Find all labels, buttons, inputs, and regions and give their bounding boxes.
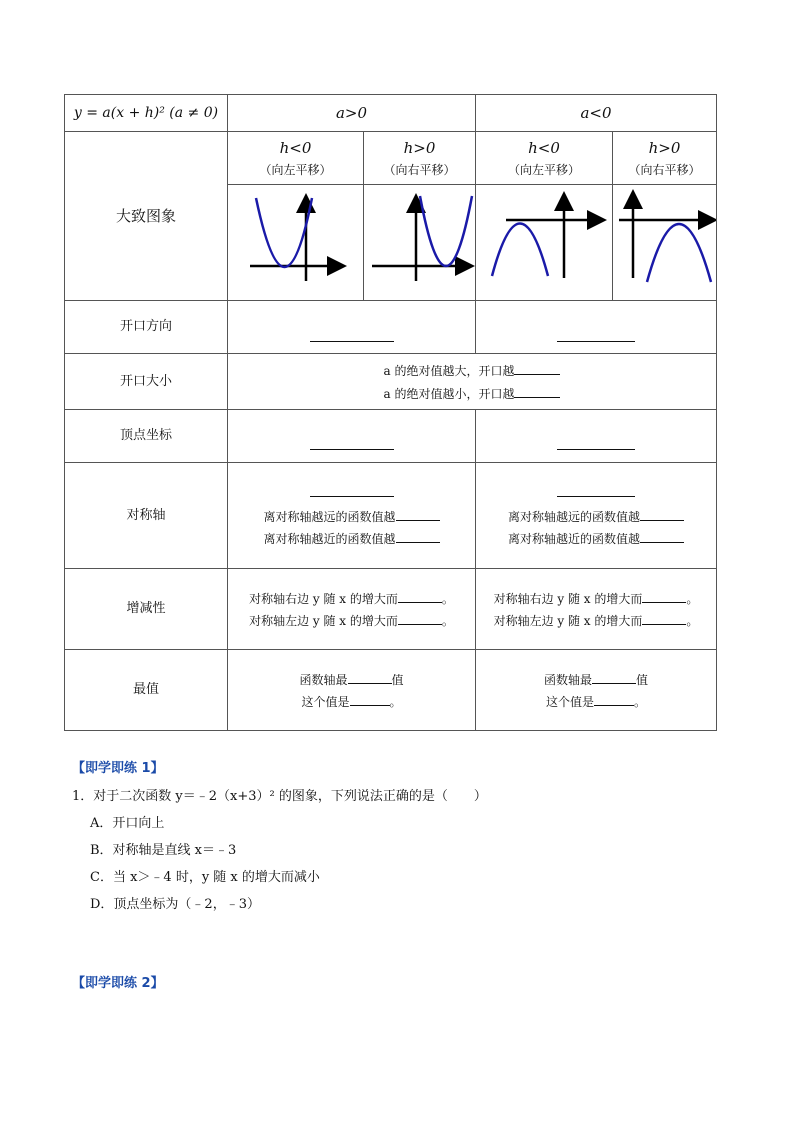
vertex-label-cell [65, 410, 228, 463]
answer-cell [228, 301, 476, 354]
mono-right-statement: 对称轴右边 y 随 x 的增大而 [249, 591, 398, 606]
axis-cell [476, 463, 717, 569]
parabola-up-right-graph [364, 186, 475, 300]
extremum-cell [476, 650, 717, 731]
monotonicity-row [65, 569, 717, 650]
blank-line [594, 693, 634, 706]
graph-cell-neg-right [613, 185, 717, 301]
period: 。 [441, 591, 454, 606]
parabola-curve [492, 223, 548, 276]
period: 。 [634, 695, 647, 709]
blank-line [310, 329, 394, 342]
shift-label: （向右平移） [628, 162, 701, 177]
monotonicity-label-cell [65, 569, 228, 650]
sub-header-cell [364, 132, 476, 185]
blank-line [398, 612, 442, 625]
period: 。 [441, 614, 454, 628]
extremum-row [65, 650, 717, 731]
extremum-value-statement: 这个值是 [545, 695, 594, 709]
axis-near-statement: 离对称轴越近的函数值越 [263, 532, 396, 547]
mono-left-statement: 对称轴左边 y 随 x 的增大而 [493, 614, 643, 628]
extremum-label-cell [65, 650, 228, 731]
period: 。 [686, 614, 699, 628]
blank-line [398, 590, 442, 603]
answer-cell [228, 410, 476, 463]
parabola-curve [256, 198, 312, 267]
opening-direction-label-cell [65, 301, 228, 354]
mono-right-statement: 对称轴右边 y 随 x 的增大而 [493, 591, 643, 606]
condition-label: h<0 [279, 138, 312, 157]
extremum-statement-end: 值 [636, 672, 649, 687]
a-negative-label: a<0 [580, 103, 612, 122]
monotonicity-label: 增减性 [126, 601, 166, 617]
graph-label: 大致图象 [115, 206, 176, 225]
axis-near-statement: 离对称轴越近的函数值越 [507, 532, 640, 547]
blank-line [514, 362, 560, 375]
shift-header-row [65, 132, 717, 185]
blank-line [592, 671, 636, 684]
a-negative-header [476, 95, 717, 132]
opening-size-cell [228, 354, 717, 410]
axis-cell [228, 463, 476, 569]
axis-far-statement: 离对称轴越远的函数值越 [507, 509, 640, 524]
blank-line [310, 437, 394, 450]
opening-size-statement: a 的绝对值越小，开口越 [383, 386, 515, 401]
opening-direction-row [65, 301, 717, 354]
extremum-cell [228, 650, 476, 731]
blank-line [640, 530, 684, 543]
extremum-label: 最值 [132, 682, 159, 698]
opening-size-row [65, 354, 717, 410]
vertex-label: 顶点坐标 [119, 428, 172, 444]
practice-1-title: 【即学即练 1】 [72, 761, 164, 776]
answer-cell [476, 301, 717, 354]
opening-size-statement: a 的绝对值越大，开口越 [383, 364, 515, 379]
parabola-properties-table [64, 94, 717, 731]
practice-1-question: 1．对于二次函数 y＝﹣2（x+3）² 的图象，下列说法正确的是（ ） [72, 789, 487, 804]
blank-line [557, 484, 635, 497]
blank-line [396, 508, 440, 521]
graph-cell-pos-right [364, 185, 476, 301]
axis-far-statement: 离对称轴越远的函数值越 [263, 509, 396, 524]
vertex-row [65, 410, 717, 463]
answer-cell [476, 410, 717, 463]
period: 。 [686, 591, 699, 606]
blank-line [642, 590, 686, 603]
parabola-up-left-graph [228, 186, 363, 300]
table-header-row [65, 95, 717, 132]
formula-cell [65, 95, 228, 132]
a-positive-label: a>0 [335, 103, 368, 122]
extremum-value-statement: 这个值是 [301, 695, 350, 709]
monotonicity-cell [228, 569, 476, 650]
shift-label: （向右平移） [383, 162, 456, 177]
practice-2-title: 【即学即练 2】 [72, 976, 164, 991]
axis-label: 对称轴 [126, 507, 166, 523]
option-d: D．顶点坐标为（﹣2，﹣3） [90, 897, 260, 912]
symmetry-axis-row [65, 463, 717, 569]
extremum-statement-end: 值 [391, 672, 404, 687]
graph-label-cell [65, 132, 228, 301]
mono-left-statement: 对称轴左边 y 随 x 的增大而 [249, 614, 398, 628]
condition-label: h>0 [648, 138, 681, 157]
axis-label-cell [65, 463, 228, 569]
blank-line [310, 484, 394, 497]
parabola-down-right-graph [613, 186, 716, 300]
parabola-curve [647, 224, 711, 282]
period: 。 [389, 695, 402, 709]
blank-line [642, 612, 686, 625]
blank-line [514, 385, 560, 398]
a-positive-header [228, 95, 476, 132]
condition-label: h>0 [403, 138, 436, 157]
option-a: A．开口向上 [90, 816, 165, 831]
parabola-down-left-graph [476, 186, 612, 300]
option-b: B．对称轴是直线 x＝﹣3 [90, 843, 237, 858]
condition-label: h<0 [528, 138, 560, 157]
parabola-curve [420, 196, 472, 266]
blank-line [640, 508, 684, 521]
opening-direction-label: 开口方向 [119, 319, 172, 335]
sub-header-cell [476, 132, 613, 185]
blank-line [350, 693, 390, 706]
blank-line [396, 530, 440, 543]
shift-label: （向左平移） [259, 162, 332, 177]
blank-line [348, 671, 392, 684]
opening-size-label: 开口大小 [119, 373, 172, 389]
option-c: C．当 x＞﹣4 时，y 随 x 的增大而减小 [90, 870, 320, 885]
extremum-statement: 函数轴最 [299, 672, 348, 687]
extremum-statement: 函数轴最 [543, 672, 592, 687]
monotonicity-cell [476, 569, 717, 650]
formula-text: y = a(x + h)² (a ≠ 0) [73, 104, 219, 121]
opening-size-label-cell [65, 354, 228, 410]
sub-header-cell [228, 132, 364, 185]
graph-cell-neg-left [476, 185, 613, 301]
blank-line [557, 437, 635, 450]
blank-line [557, 329, 635, 342]
graph-cell-pos-left [228, 185, 364, 301]
sub-header-cell [613, 132, 717, 185]
shift-label: （向左平移） [507, 162, 580, 177]
